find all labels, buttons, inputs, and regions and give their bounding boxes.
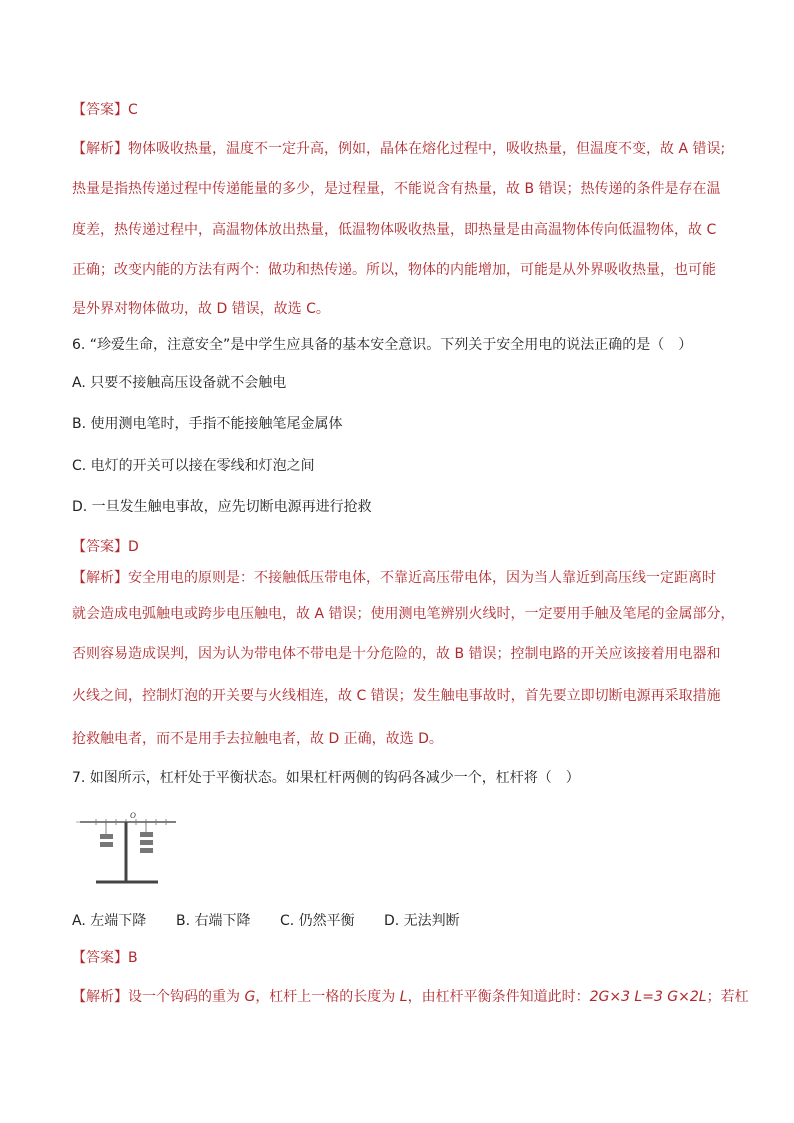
analysis-tag: 【解析】 [72, 570, 128, 586]
analysis-text: 物体吸收热量，温度不一定升高，例如，晶体在熔化过程中，吸收热量，但温度不变，故 A 错误; [128, 141, 726, 157]
answer-value: C [128, 102, 138, 118]
option-a: A. 只要不接触高压设备就不会触电 [72, 375, 287, 391]
analysis-line: 正确；改变内能的方法有两个：做功和热传递。所以，物体的内能增加，可能是从外界吸收热量，也可能 [72, 262, 716, 278]
analysis-text: 设一个钩码的重为 [128, 989, 245, 1005]
analysis-text: ，杠杆上一格的长度为 [255, 989, 400, 1005]
question-7-stem: 7. 如图所示，杠杆处于平衡状态。如果杠杆两侧的钩码各减少一个，杠杆将（ ） [72, 770, 580, 786]
answer-value: D [128, 539, 139, 555]
weight-left-2 [100, 842, 113, 847]
option-d: D. 一旦发生触电事故，应先切断电源再进行抢救 [72, 499, 372, 515]
analysis-line: 火线之间，控制灯泡的开关要与火线相连，故 C 错误；发生触电事故时，首先要立即切断电源再采取措施 [72, 688, 721, 704]
analysis-text: 安全用电的原则是：不接触低压带电体，不靠近高压带电体，因为当人靠近到高压线一定距离时 [128, 570, 716, 586]
analysis-text: ；若杠 [706, 989, 749, 1005]
analysis-line: 是外界对物体做功，故 D 错误，故选 C。 [72, 301, 330, 317]
answer-tag: 【答案】 [72, 950, 128, 966]
question-7-options [72, 911, 724, 931]
answer-line-q5 [72, 100, 724, 120]
option-d: D. 无法判断 [384, 913, 460, 929]
answer-tag: 【答案】 [72, 539, 128, 555]
analysis-tag: 【解析】 [72, 989, 128, 1005]
weight-right-3 [140, 848, 153, 853]
analysis-line [72, 987, 749, 1007]
fulcrum-label: O [130, 811, 136, 820]
lever-diagram [74, 810, 184, 890]
answer-line-q7 [72, 948, 724, 968]
analysis-line: 度差，热传递过程中，高温物体放出热量，低温物体吸收热量，即热量是由高温物体传向低温物体，故 C [72, 222, 717, 238]
option-c: C. 电灯的开关可以接在零线和灯泡之间 [72, 458, 315, 474]
option-b: B. 右端下降 [176, 913, 251, 929]
weight-right-1 [140, 832, 153, 837]
analysis-line [72, 568, 724, 588]
analysis-line: 抢救触电者，而不是用手去拉触电者，故 D 正确，故选 D。 [72, 731, 443, 747]
formula: 2G×3 L=3 G×2L [589, 989, 707, 1005]
variable-g: G [244, 989, 256, 1005]
option-c: C. 仍然平衡 [280, 913, 355, 929]
option-b: B. 使用测电笔时，手指不能接触笔尾金属体 [72, 416, 343, 432]
analysis-line: 就会造成电弧触电或跨步电压触电，故 A 错误；使用测电笔辨别火线时，一定要用手触及笔尾的金属部分， [72, 606, 735, 622]
analysis-tag: 【解析】 [72, 141, 128, 157]
weight-right-2 [140, 840, 153, 845]
option-a: A. 左端下降 [72, 913, 147, 929]
analysis-text: ，由杠杆平衡条件知道此时： [407, 989, 590, 1005]
answer-tag: 【答案】 [72, 102, 128, 118]
analysis-line: 热量是指热传递过程中传递能量的多少，是过程量，不能说含有热量，故 B 错误；热传递的条件是存在温 [72, 181, 721, 197]
analysis-line [72, 139, 724, 159]
answer-value: B [128, 950, 138, 966]
analysis-line: 否则容易造成误判，因为认为带电体不带电是十分危险的，故 B 错误；控制电路的开关应该接着用电器和 [72, 646, 721, 662]
question-6-stem: 6. “珍爱生命，注意安全”是中学生应具备的基本安全意识。下列关于安全用电的说法正确的是（ ） [72, 337, 693, 353]
variable-l: L [399, 989, 408, 1005]
answer-line-q6 [72, 537, 724, 557]
weight-left-1 [100, 834, 113, 839]
lever-figure [74, 810, 184, 890]
